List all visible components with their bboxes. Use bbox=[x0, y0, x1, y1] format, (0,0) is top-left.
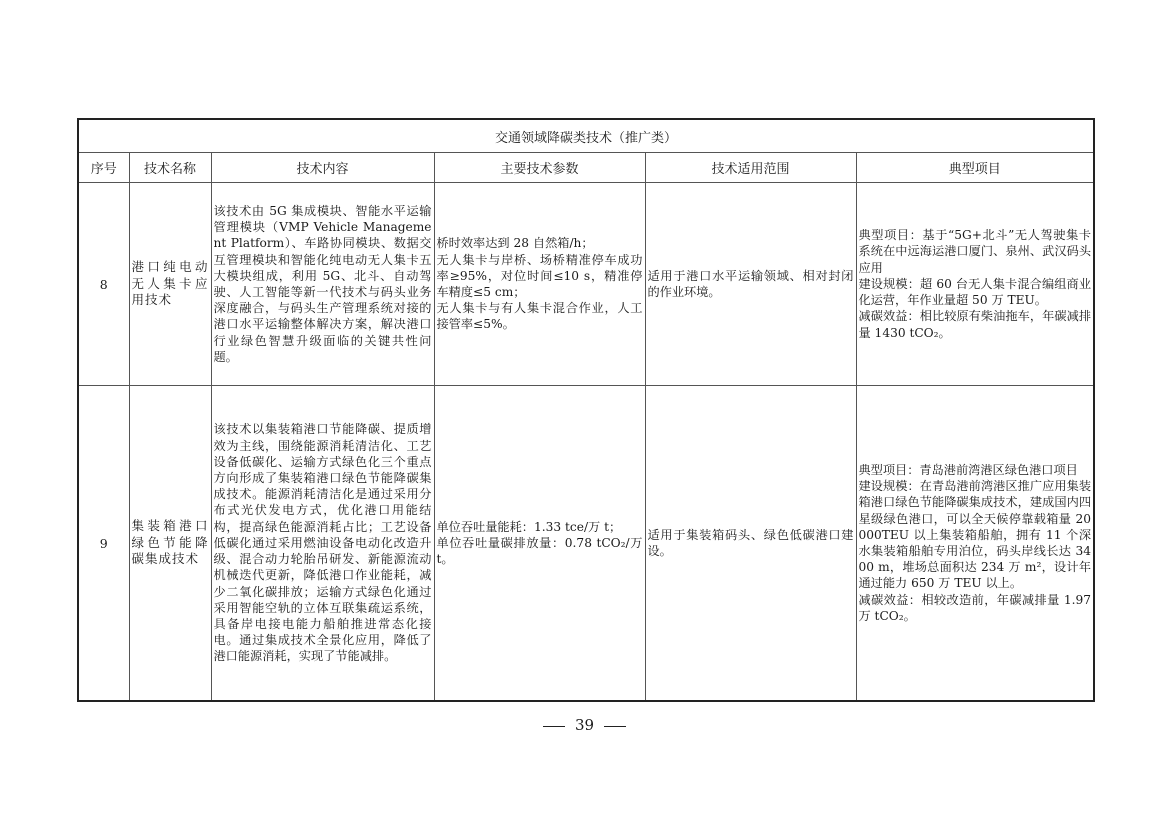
header-scope: 技术适用范围 bbox=[645, 153, 856, 183]
parameter-line: 桥时效率达到 28 自然箱/h； bbox=[436, 236, 594, 251]
project-line: 建设规模：在青岛港前湾港区推广应用集装箱港口绿色节能降碳集成技术，建成国内四星级绿色港口，可以全天候停靠载箱量 20000TEU 以上集装箱船舶，拥有 11 个深水集装箱船舶专用泊位，码头岸线长达 3400 m，堆场总面积达 234 万 m²，设计年通过能力 650 万 TEU 以上。 bbox=[858, 479, 1092, 591]
table-title: 交通领域降碳类技术（推广类） bbox=[78, 119, 1094, 153]
row-tech-scope: 适用于集装箱码头、绿色低碳港口建设。 bbox=[645, 386, 856, 702]
header-content: 技术内容 bbox=[211, 153, 434, 183]
header-parameters: 主要技术参数 bbox=[434, 153, 645, 183]
page-number: 39 bbox=[574, 716, 595, 734]
parameter-line: 单位吞吐量碳排放量：0.78 tCO₂/万 t。 bbox=[436, 535, 643, 567]
parameter-line: 单位吞吐量能耗：1.33 tce/万 t； bbox=[436, 519, 622, 534]
row-number: 9 bbox=[78, 386, 129, 702]
table-row bbox=[78, 386, 1094, 702]
header-number: 序号 bbox=[78, 153, 129, 183]
row-typical-project bbox=[856, 386, 1094, 702]
row-tech-name: 港口纯电动无人集卡应用技术 bbox=[129, 183, 211, 386]
header-project: 典型项目 bbox=[856, 153, 1094, 183]
table-title-row bbox=[78, 119, 1094, 153]
row-tech-content: 该技术由 5G 集成模块、智能水平运输管理模块（VMP Vehicle Management Platform）、车路协同模块、数据交互管理模块和智能化纯电动无人集卡五大模块组成，利用 5G、北斗、自动驾驶、人工智能等新一代技术与码头业务深度融合，与码头生产管理系统对接的港口水平运输整体解决方案，解决港口行业绿色智慧升级面临的关键共性问题。 bbox=[211, 183, 434, 386]
table-row bbox=[78, 183, 1094, 386]
header-name: 技术名称 bbox=[129, 153, 211, 183]
dash-right bbox=[604, 726, 626, 727]
row-tech-name: 集装箱港口绿色节能降碳集成技术 bbox=[129, 386, 211, 702]
dash-left bbox=[543, 726, 565, 727]
row-tech-content: 该技术以集装箱港口节能降碳、提质增效为主线，围绕能源消耗清洁化、工艺设备低碳化、运输方式绿色化三个重点方向形成了集装箱港口绿色节能降碳集成技术。能源消耗清洁化是通过采用分布式光伏发电方式，优化港口用能结构，提高绿色能源消耗占比；工艺设备低碳化通过采用燃油设备电动化改造升级、混合动力轮胎吊研发、新能源流动机械迭代更新，降低港口作业能耗，减少二氧化碳排放；运输方式绿色化通过采用智能空轨的立体互联集疏运系统，具备岸电接电能力船舶推进常态化接电。通过集成技术全景化应用，降低了港口能源消耗，实现了节能减排。 bbox=[211, 386, 434, 702]
technology-table bbox=[77, 118, 1095, 702]
row-tech-parameters bbox=[434, 183, 645, 386]
page-footer bbox=[0, 716, 1169, 734]
parameter-line: 无人集卡与岸桥、场桥精准停车成功率≥95%，对位时间≤10 s，精准停车精度≤5 cm； bbox=[436, 252, 643, 299]
table-header-row bbox=[78, 153, 1094, 183]
parameter-line: 无人集卡与有人集卡混合作业，人工接管率≤5%。 bbox=[436, 301, 643, 332]
project-line: 建设规模：超 60 台无人集卡混合编组商业化运营，年作业量超 50 万 TEU。 bbox=[858, 276, 1092, 308]
project-line: 典型项目：基于“5G+北斗”无人驾驶集卡系统在中远海运港口厦门、泉州、武汉码头应用 bbox=[858, 228, 1092, 275]
row-tech-parameters bbox=[434, 386, 645, 702]
row-number: 8 bbox=[78, 183, 129, 386]
row-tech-scope: 适用于港口水平运输领域、相对封闭的作业环境。 bbox=[645, 183, 856, 386]
project-line: 减碳效益：相较改造前，年碳减排量 1.97 万 tCO₂。 bbox=[858, 592, 1092, 623]
project-line: 减碳效益：相比较原有柴油拖车，年碳减排量 1430 tCO₂。 bbox=[858, 309, 1092, 340]
project-line: 典型项目：青岛港前湾港区绿色港口项目 bbox=[858, 462, 1078, 477]
row-typical-project bbox=[856, 183, 1094, 386]
